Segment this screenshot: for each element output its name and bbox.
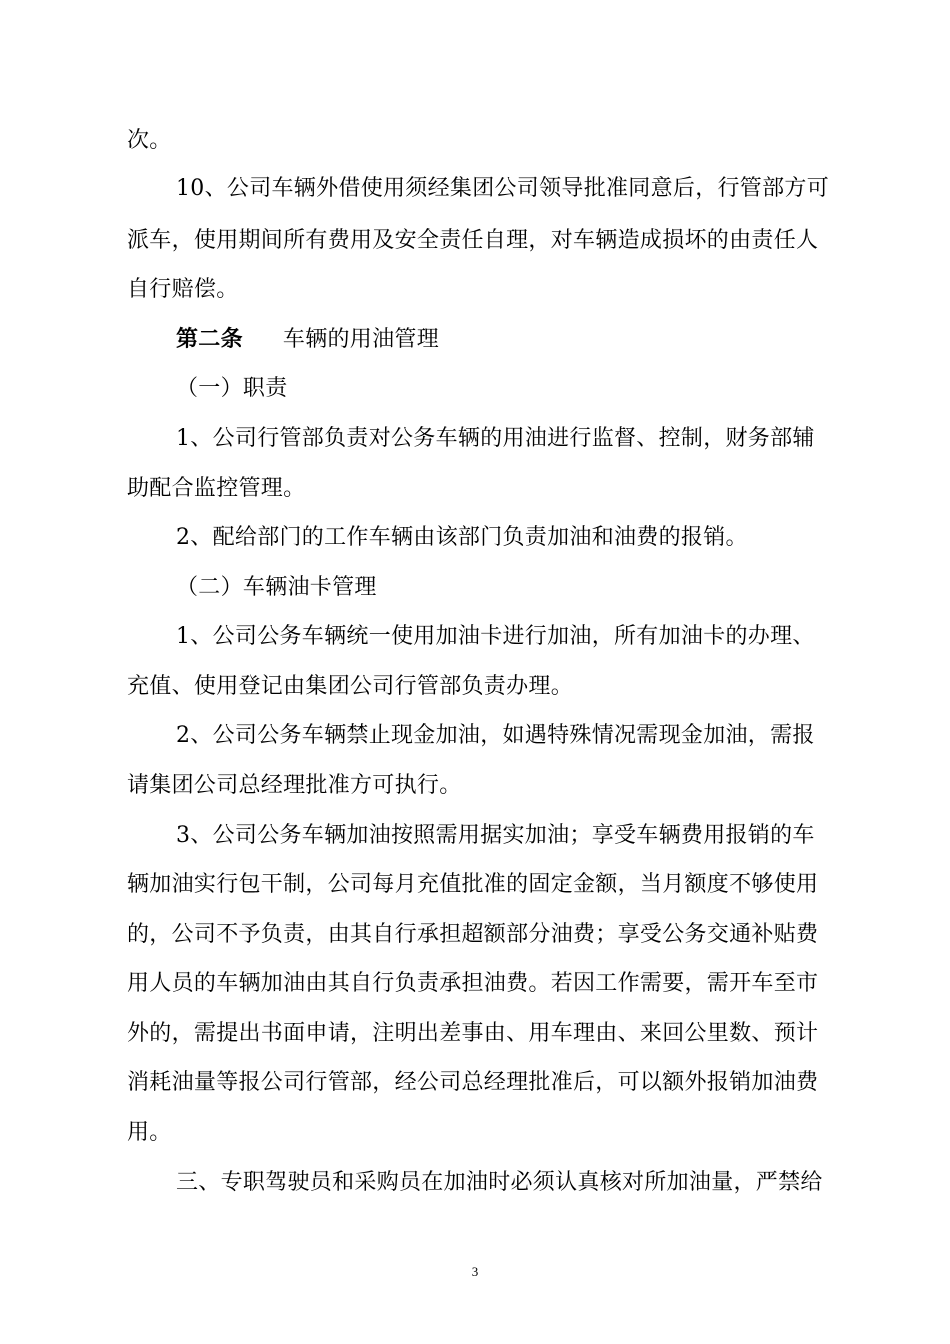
- text-line: 次。: [127, 128, 172, 153]
- text-line: 10、公司车辆外借使用须经集团公司领导批准同意后，行管部方可: [176, 176, 829, 201]
- text-line: 2、配给部门的工作车辆由该部门负责加油和油费的报销。: [176, 525, 748, 550]
- text-line: 1、公司行管部负责对公务车辆的用油进行监督、控制，财务部辅: [176, 426, 815, 451]
- text-line: 充值、使用登记由集团公司行管部负责办理。: [127, 674, 574, 699]
- text-line: 2、公司公务车辆禁止现金加油，如遇特殊情况需现金加油，需报: [176, 723, 815, 748]
- page-number: 3: [471, 1264, 479, 1279]
- text-line: 消耗油量等报公司行管部，经公司总经理批准后，可以额外报销加油费: [127, 1070, 819, 1095]
- section-heading: （一）职责: [176, 376, 288, 401]
- text-line: 三、专职驾驶员和采购员在加油时必须认真核对所加油量，严禁给: [176, 1170, 823, 1195]
- text-line: 1、公司公务车辆统一使用加油卡进行加油，所有加油卡的办理、: [176, 624, 815, 649]
- text-line: 3、公司公务车辆加油按照需用据实加油；享受车辆费用报销的车: [176, 823, 815, 848]
- text-line: 用人员的车辆加油由其自行负责承担油费。若因工作需要，需开车至市: [127, 971, 819, 996]
- text-line: 助配合监控管理。: [127, 476, 306, 501]
- text-line: 的，公司不予负责，由其自行承担超额部分油费；享受公务交通补贴费: [127, 922, 819, 947]
- section-heading: （二）车辆油卡管理: [176, 575, 377, 600]
- article-title: 车辆的用油管理: [282, 327, 440, 352]
- text-line: 请集团公司总经理批准方可执行。: [127, 773, 462, 798]
- text-line: 派车，使用期间所有费用及安全责任自理，对车辆造成损坏的由责任人: [127, 228, 819, 253]
- text-line: 自行赔偿。: [127, 277, 239, 302]
- text-line: 用。: [127, 1120, 172, 1145]
- article-number: 第二条: [176, 326, 243, 352]
- article-heading-line: [176, 324, 439, 355]
- text-line: 外的，需提出书面申请，注明出差事由、用车理由、来回公里数、预计: [127, 1021, 819, 1046]
- text-line: 辆加油实行包干制，公司每月充值批准的固定金额，当月额度不够使用: [127, 872, 819, 897]
